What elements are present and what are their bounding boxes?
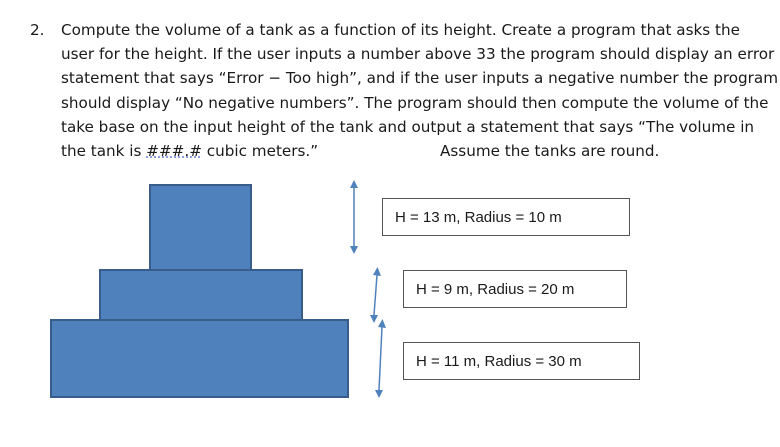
problem-line-4: should display “No negative numbers”. The program should then compute the volume of the	[61, 93, 769, 112]
top-tier-label-text: H = 13 m, Radius = 10 m	[395, 208, 562, 226]
problem-line-2: user for the height. If the user inputs a number above 33 the program should display an error	[61, 45, 775, 64]
middle-tier-dimension-label	[403, 270, 627, 308]
top-height-arrow	[350, 180, 358, 254]
tank-tier-top	[149, 184, 252, 271]
problem-line-5: take base on the input height of the tank and output a statement that says “The volume in	[61, 117, 755, 136]
problem-statement	[30, 18, 779, 163]
top-tier-dimension-label	[382, 198, 630, 236]
tank-tier-bottom	[50, 319, 349, 398]
bottom-height-arrow	[375, 319, 386, 398]
bottom-tier-label-text: H = 11 m, Radius = 30 m	[416, 352, 582, 370]
volume-placeholder: ###.#	[146, 142, 202, 161]
middle-height-arrow	[370, 267, 381, 323]
assumption-note: Assume the tanks are round.	[440, 142, 660, 161]
middle-tier-label-text: H = 9 m, Radius = 20 m	[416, 280, 575, 298]
question-number: 2.	[30, 21, 45, 39]
problem-line-1: Compute the volume of a tank as a function of its height. Create a program that asks the	[61, 21, 740, 39]
problem-line-3: statement that says “Error − Too high”, and if the user inputs a negative number the program	[61, 69, 779, 88]
bottom-tier-dimension-label	[403, 342, 640, 380]
last-line-prefix: the tank is	[61, 142, 147, 161]
question-body	[61, 18, 779, 163]
problem-line-6	[61, 139, 770, 163]
last-line-suffix: cubic meters.”	[201, 142, 319, 161]
tank-tier-middle	[99, 269, 303, 321]
